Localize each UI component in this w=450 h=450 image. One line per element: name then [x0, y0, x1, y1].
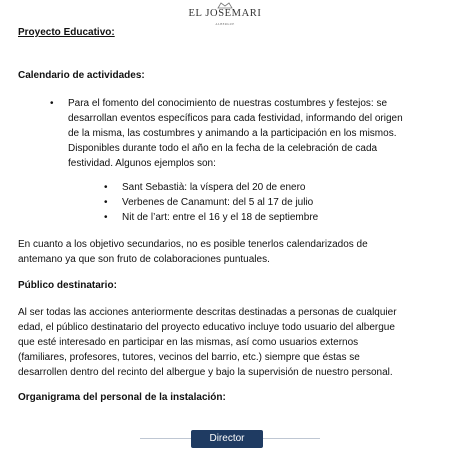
public-line-3: que esté interesado en participar en las mismas, así como usuarios externos [18, 337, 359, 348]
public-line-1: Al ser todas las acciones anteriormente descritas destinadas a personas de cualquier [18, 307, 397, 318]
public-line-2: edad, el público destinatario del proyecto educativo incluye todo usuario del albergue [18, 322, 395, 333]
logo-subtitle: ALBERGUE [215, 22, 235, 26]
sub-bullet-1: Sant Sebastià: la víspera del 20 de enero [122, 182, 306, 193]
public-line-5: desarrollen dentro del recinto del albergue y bajo la supervisión de nuestro personal. [18, 367, 393, 378]
logo-title: EL JOSEMARI [188, 8, 262, 19]
heading-public: Público destinatario: [18, 280, 117, 291]
sub-bullet-dot: • [104, 212, 108, 223]
sub-bullet-dot: • [104, 197, 108, 208]
main-bullet-line-5: festividad. Algunos ejemplos son: [68, 158, 216, 169]
header-logo [0, 2, 450, 26]
org-node-director: Director [191, 430, 263, 448]
bullet-dot: • [50, 98, 54, 109]
secondary-line-2: antemano ya que son fruto de colaboraciones puntuales. [18, 254, 270, 265]
main-bullet-line-3: de la misma, las costumbres y animando a la participación en los mismos. [68, 128, 397, 139]
public-line-4: (familiares, profesores, tutores, vecinos del barrio, etc.) siempre que éstas se [18, 352, 360, 363]
heading-org: Organigrama del personal de la instalación: [18, 392, 226, 403]
secondary-line-1: En cuanto a los objetivo secundarios, no es posible tenerlos calendarizados de [18, 239, 368, 250]
heading-calendar: Calendario de actividades: [18, 70, 145, 81]
crest-icon [217, 2, 233, 9]
main-bullet-line-2: desarrollan eventos específicos para cada festividad, informando del origen [68, 113, 403, 124]
main-bullet-line-4: Disponibles durante todo el año en la fecha de la celebración de cada [68, 143, 378, 154]
heading-project: Proyecto Educativo: [18, 27, 115, 38]
sub-bullet-dot: • [104, 182, 108, 193]
main-bullet-line-1: Para el fomento del conocimiento de nuestras costumbres y festejos: se [68, 98, 388, 109]
sub-bullet-3: Nit de l’art: entre el 16 y el 18 de septiembre [122, 212, 319, 223]
sub-bullet-2: Verbenes de Canamunt: del 5 al 17 de julio [122, 197, 314, 208]
